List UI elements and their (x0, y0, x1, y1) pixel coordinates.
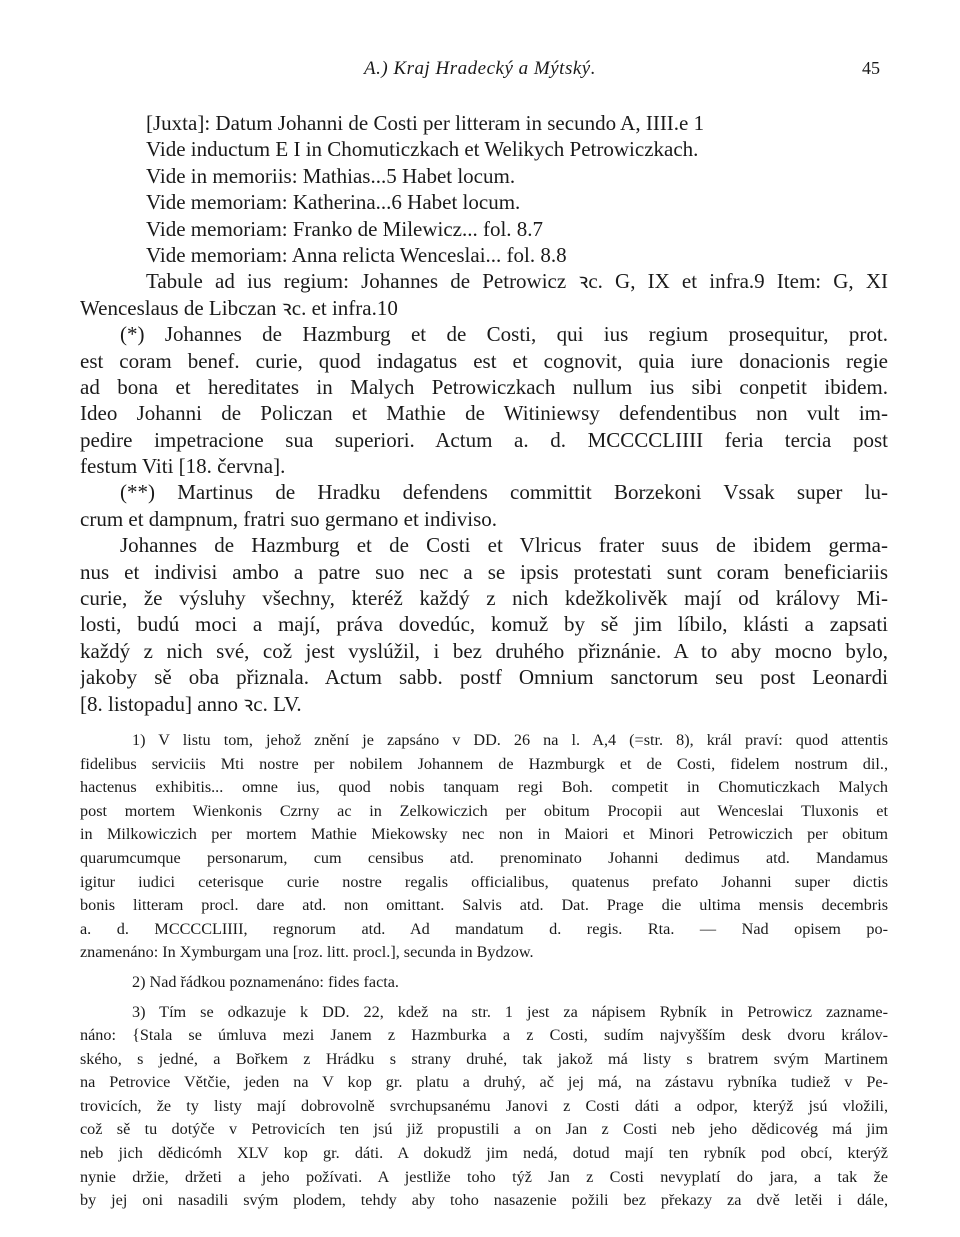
footnotes (80, 729, 888, 1213)
text-line: Vide memoriam: Franko de Milewicz... fol. 8.7 (146, 216, 544, 241)
text-line: [Juxta]: Datum Johanni de Costi per litteram in secundo A, IIII.e 1 (146, 111, 705, 135)
text-line: festum Viti [18. června]. (80, 454, 286, 479)
footnote-line: 1) V listu tom, jehož znění je zapsáno v DD. 26 na l. A,4 (=str. 8), král praví: quod attentis (132, 730, 888, 749)
footnote-line: fidelibus serviciis Mti nostre per nobilem Johannem de Hazmburgk et de Costi, fidelem nostrum dil., (80, 754, 888, 773)
footnote-line: neb jich dědicómh XLV kop gr. dáti. A dokudž jim nedá, dotud mají ten rybník pod obcí, kterýž (80, 1144, 888, 1163)
footnote-line: 2) Nad řádkou poznamenáno: fides facta. (132, 972, 399, 991)
text-line: pedire impetracione sua superiori. Actum a. d. MCCCCLIIII feria tercia post (80, 427, 888, 452)
text-line: Johannes de Hazmburg et de Costi et Vlricus frater suus de ibidem germa- (120, 533, 888, 558)
text-line: Vide memoriam: Anna relicta Wenceslai... fol. 8.8 (146, 242, 567, 267)
text-line: losti, budú moci a mají, práva dovedúc, komuž by sě jim líbilo, klásti a zapsati (80, 612, 888, 637)
footnote-line: což sě tu dotýče v Petrovicích ten jsú již propustili a on Jan z Costi neb jeho dědicovég má jim (80, 1120, 888, 1139)
text-line: (*) Johannes de Hazmburg et de Costi, qui ius regium prosequitur, prot. (120, 322, 888, 347)
footnote-line: quarumcumque personarum, cum censibus atd. prenominato Johanni dedimus atd. Mandamus (80, 848, 888, 867)
text-line: Ideo Johanni de Policzan et Mathie de Witiniewsy defendentibus non vult im- (80, 401, 888, 426)
text-line: jakoby sě oba přiznala. Actum sabb. postf Omnium sanctorum seu post Leonardi (80, 665, 888, 690)
footnote-line: igitur iudici ceterisque curie nostre regalis officialibus, quatenus prefato Johanni super dictis (80, 872, 888, 891)
footnote-line: náno: {Stala se úmluva mezi Janem z Hazmburka a z Costi, sudím najvyšším desk dvoru králov- (80, 1026, 888, 1045)
footnote-line: na Petrovice Větčie, jeden na V kop gr. platu a druhý, ač jej má, na zástavu rybníka tudiež v Pe- (80, 1073, 888, 1092)
text-line: (**) Martinus de Hradku defendens committit Borzekoni Vssak super lu- (120, 480, 888, 505)
footnote-line: znamenáno: In Xymburgam una [roz. litt. procl.], secunda in Bydzow. (80, 943, 534, 962)
text-line: est coram benef. curie, quod indagatus est et cognovit, quia iure donacionis regie (80, 348, 888, 373)
main-text (80, 110, 888, 1213)
footnote-line: trovicích, že ty listy mají dobrovolně svrchupsanému Janovi z Costi dáti a odpor, kterýž jsú vložili, (80, 1096, 888, 1115)
text-line: crum et dampnum, fratri suo germano et indiviso. (80, 506, 497, 531)
footnote-line: 3) Tím se odkazuje k DD. 22, kdež na str. 1 jest za nápisem Rybník in Petrowicz zazname- (132, 1002, 888, 1021)
text-line: curie, že výsluhy všechny, kteréž každý z nich kdežkolivěk mají od královy Mi- (80, 586, 888, 611)
footnote-line: ského, s jedné, a Bořkem z Hrádku s strany druhé, tak jakož má listy s bratrem svým Martinem (80, 1049, 888, 1068)
text-line: Wenceslaus de Libczan ꝛc. et infra.10 (80, 295, 398, 320)
running-title: A.) Kraj Hradecký a Mýtský. (364, 58, 596, 79)
footnote-line: post mortem Wienkonis Czrny ac in Zelkowiczich per obitum Procopii aut Wenceslai Tluxonis et (80, 801, 888, 820)
text-line: každý z nich své, což jest vyslúžil, i bez druhého přiznánie. A to aby mocno bylo, (80, 638, 888, 663)
footnote-line: by jej oni nasadili svým plodem, tehdy aby toho nasazenie požili bez překazy za dvě letěi i dále, (80, 1191, 888, 1210)
footnote-line: hactenus exhibitis... omne ius, quod nobis tanquam regi Boh. competit in Chomuticzkach Malych (80, 778, 888, 797)
footnote-line: bonis litteram procl. dare atd. non omittant. Salvis atd. Dat. Prage die ultima mensis decembris (80, 896, 888, 915)
text-line: Tabule ad ius regium: Johannes de Petrowicz ꝛc. G, IX et infra.9 Item: G, XI (146, 269, 888, 294)
footnote-line: in Milkowiczich per mortem Mathie Miekowsky nec non in Maiori et Minori Petrowiczich per obitum (80, 825, 888, 844)
text-line: Vide in memoriis: Mathias...5 Habet locum. (146, 163, 516, 188)
text-line: Vide inductum E I in Chomuticzkach et Welikych Petrowiczkach. (146, 137, 699, 162)
footnote-line: nynie držie, držeti a jeho požívati. A jestliže toho týž Jan z Costi nevyplatí do jara, a tak že (80, 1167, 888, 1186)
text-line: ad bona et hereditates in Malych Petrowiczkach nullum ius sibi conpetit ibidem. (80, 374, 888, 399)
text-line: Vide memoriam: Katherina...6 Habet locum. (146, 190, 521, 215)
page-header (0, 58, 960, 84)
footnote-line: a. d. MCCCCLIIII, regnorum atd. Ad mandatum d. regis. Rta. — Nad opisem po- (80, 919, 888, 938)
page-number: 45 (862, 58, 880, 78)
text-line: nus et indivisi ambo a patre suo nec a se ipsis protestati sunt coram beneficiariis (80, 559, 888, 584)
text-line: [8. listopadu] anno ꝛc. LV. (80, 691, 302, 716)
